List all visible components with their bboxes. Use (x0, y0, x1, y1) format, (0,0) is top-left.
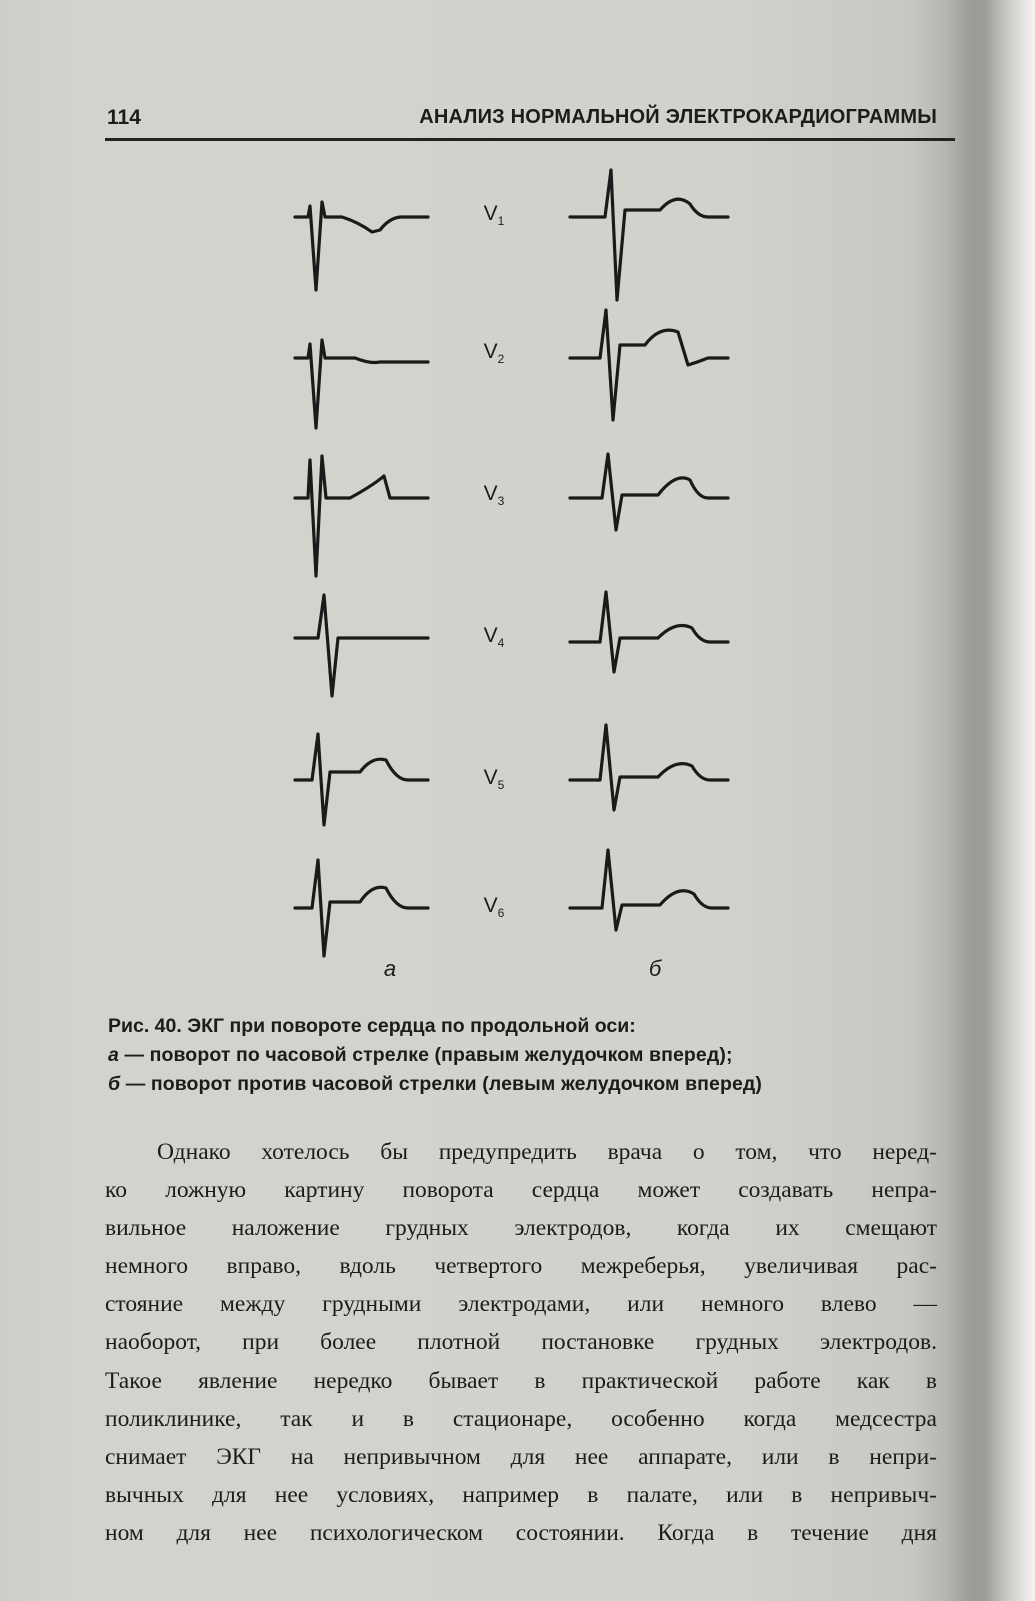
lead-label-v5: $V_5$ (483, 766, 505, 793)
ecg-trace-a-v5 (295, 734, 428, 825)
running-title: АНАЛИЗ НОРМАЛЬНОЙ ЭЛЕКТРОКАРДИОГРАММЫ (419, 106, 937, 128)
ecg-trace-a-v1 (295, 202, 428, 290)
paragraph-line: поликлинике, так и в стационаре, особенно когда медсестра (105, 1405, 937, 1432)
ecg-trace-a-v6 (295, 860, 428, 956)
ecg-trace-b-v3 (570, 454, 728, 530)
figure-caption (108, 1012, 938, 1099)
paragraph-line: снимает ЭКГ на непривычном для нее аппарате, или в непри- (105, 1443, 937, 1470)
page-number: 114 (107, 106, 141, 129)
header-rule (105, 138, 955, 141)
caption-line-a: а — поворот по часовой стрелке (правым желудочком вперед); (108, 1044, 733, 1066)
panel-label-a: а (383, 956, 397, 981)
lead-label-v4: $V_4$ (483, 624, 505, 651)
ecg-trace-a-v2 (295, 340, 428, 428)
ecg-trace-b-v1 (570, 170, 728, 300)
paragraph-line: Однако хотелось бы предупредить врача о том, что неред- (157, 1139, 937, 1165)
ecg-trace-b-v2 (570, 310, 728, 420)
ecg-figure (280, 160, 760, 990)
ecg-trace-b-v4 (570, 592, 728, 672)
panel-label-b: б (648, 956, 662, 981)
page-gutter-shadow (945, 0, 1035, 1601)
ecg-trace-a-v4 (295, 595, 428, 696)
paragraph-line: ном для нее психологическом состоянии. Когда в течение дня (105, 1519, 937, 1546)
paragraph-line: Такое явление нередко бывает в практической работе как в (105, 1367, 937, 1394)
lead-label-v6: $V_6$ (483, 894, 505, 921)
lead-label-v2: $V_2$ (483, 340, 505, 367)
paragraph-line: вычных для нее условиях, например в палате, или в непривыч- (105, 1481, 937, 1508)
lead-label-v3: $V_3$ (483, 482, 505, 509)
ecg-traces (280, 160, 760, 990)
paragraph-line: немного вправо, вдоль четвертого межреберья, увеличивая рас- (105, 1253, 937, 1280)
paragraph-line: наоборот, при более плотной постановке грудных электродов. (105, 1329, 937, 1356)
caption-title: Рис. 40. ЭКГ при повороте сердца по продольной оси: (108, 1015, 636, 1037)
paragraph-line: стояние между грудными электродами, или немного влево — (105, 1291, 937, 1318)
ecg-trace-b-v5 (570, 725, 728, 810)
ecg-trace-a-v3 (295, 456, 428, 576)
paragraph-line: ко ложную картину поворота сердца может создавать непра- (105, 1177, 937, 1204)
lead-label-v1: $V_1$ (483, 202, 505, 229)
page-header (105, 100, 955, 134)
caption-line-b: б — поворот против часовой стрелки (левым желудочком вперед) (108, 1073, 763, 1095)
body-paragraph (105, 1133, 937, 1552)
paragraph-line: вильное наложение грудных электродов, когда их смещают (105, 1215, 937, 1242)
ecg-trace-b-v6 (570, 850, 728, 930)
